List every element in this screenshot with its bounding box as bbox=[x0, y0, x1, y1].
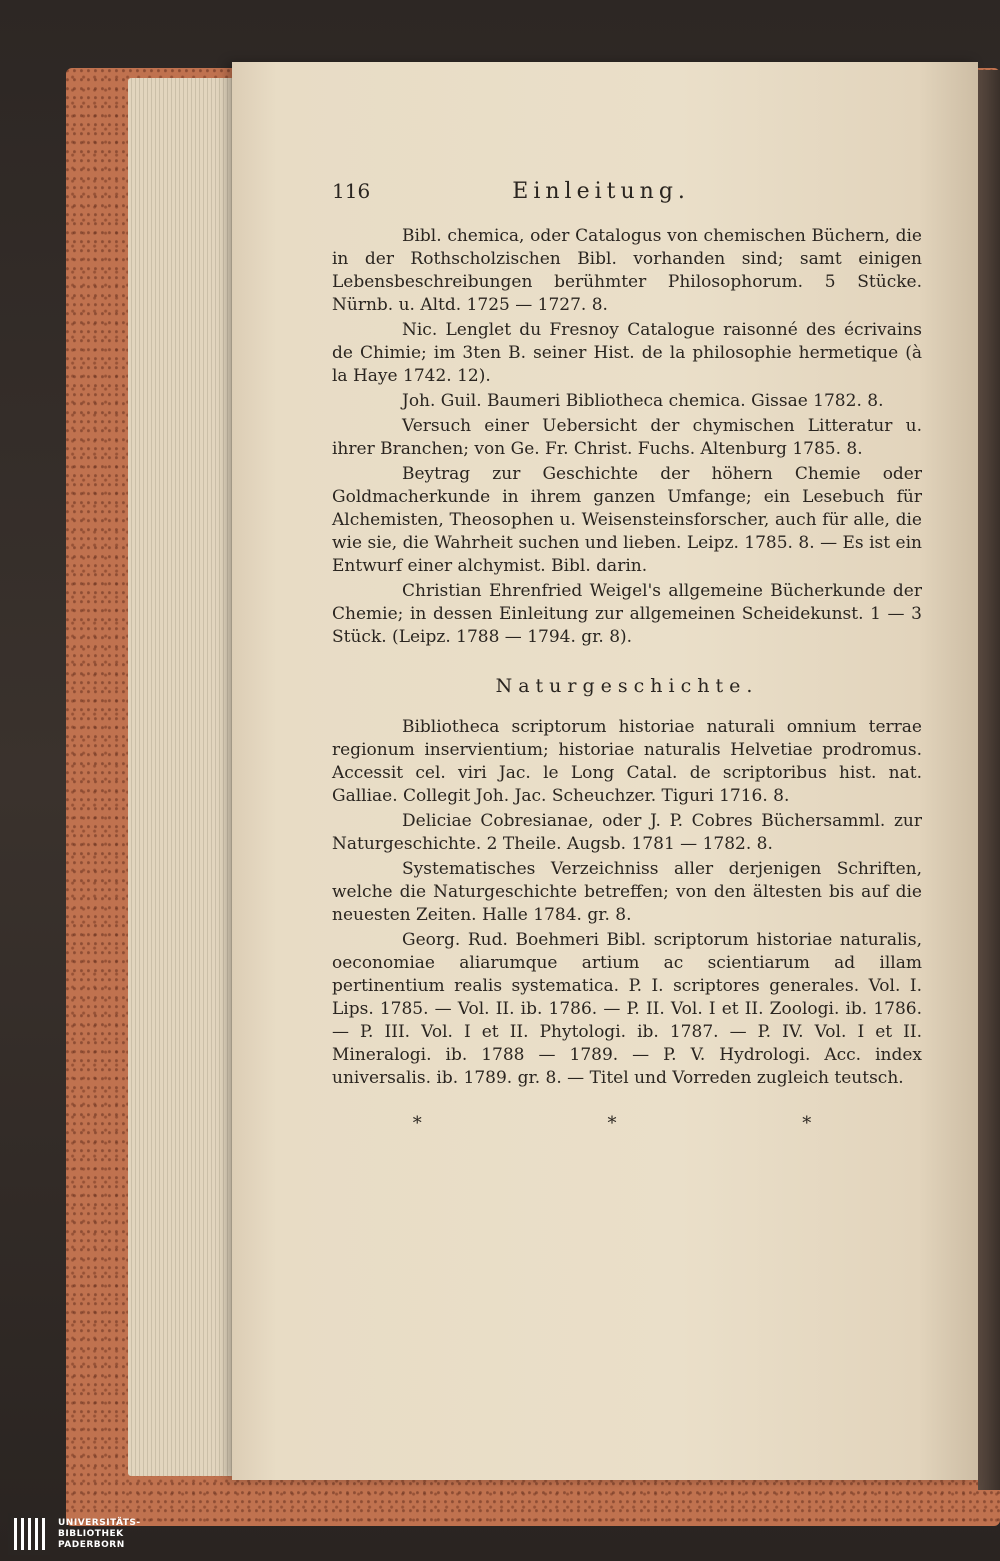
bibliography-entry: Nic. Lenglet du Fresnoy Catalogue raisonné des écrivains de Chimie; im 3ten B. seiner Hist. de la philosophie hermetique (à la Haye 1742. 12). bbox=[332, 320, 922, 386]
bibliography-entry: Beytrag zur Geschichte der höhern Chemie oder Goldmacherkunde in ihrem ganzen Umfange; ein Lesebuch für Alchemisten, Theosophen u. Weisensteinsforscher, auch für alle, die wie sie, die Wahrheit suchen und lieben. Leipz. 1785. 8. — Es ist ein Entwurf einer alchymist. Bibl. darin. bbox=[332, 464, 922, 576]
page-text bbox=[332, 180, 922, 1135]
facing-page-edge bbox=[978, 70, 1000, 1490]
bibliography-entry: Joh. Guil. Baumeri Bibliotheca chemica. Gissae 1782. 8. bbox=[402, 391, 884, 411]
library-columns-icon bbox=[8, 1513, 50, 1555]
bibliography-entry: Christian Ehrenfried Weigel's allgemeine Bücherkunde der Chemie; in dessen Einleitung zur allgemeinen Scheidekunst. 1 — 3 Stück. (Leipz. 1788 — 1794. gr. 8). bbox=[332, 581, 922, 647]
bibliography-entry: Georg. Rud. Boehmeri Bibl. scriptorum historiae naturalis, oeconomiae aliarumque artium ac scientiarum ad illam pertinentium realis systematica. P. I. scriptores generales. Vol. I. Lips. 1785. — Vol. II. ib. 1786. — P. II. Vol. I et II. Zoologi. ib. 1786. — P. III. Vol. I et II. Phytologi. ib. 1787. — P. IV. Vol. I et II. Mineralogi. ib. 1788 — 1789. — P. V. Hydrologi. Acc. index universalis. ib. 1789. gr. 8. — Titel und Vorreden zugleich teutsch. bbox=[332, 930, 922, 1088]
page-header bbox=[332, 180, 922, 203]
section-heading: Naturgeschichte. bbox=[495, 675, 759, 697]
bibliography-entry: Deliciae Cobresianae, oder J. P. Cobres Büchersamml. zur Naturgeschichte. 2 Theile. Augsb. 1781 — 1782. 8. bbox=[332, 811, 922, 854]
running-title: Einleitung. bbox=[512, 179, 690, 204]
bibliography-entry: Systematisches Verzeichniss aller derjenigen Schriften, welche die Naturgeschichte betreffen; von den ältesten bis auf die neuesten Zeiten. Halle 1784. gr. 8. bbox=[332, 859, 922, 925]
page-number: 116 bbox=[332, 179, 371, 203]
bibliography-entry: Bibliotheca scriptorum historiae naturali omnium terrae regionum inservientium; historiae naturalis Helvetiae prodromus. Accessit cel. viri Jac. le Long Catal. de scriptoribus hist. nat. Galliae. Collegit Joh. Jac. Scheuchzer. Tiguri 1716. 8. bbox=[332, 717, 922, 806]
ornament-asterisks: * * * bbox=[412, 1113, 902, 1134]
bibliography-entry: Bibl. chemica, oder Catalogus von chemischen Büchern, die in der Rothscholzischen Bibl. vorhanden sind; samt einigen Lebensbeschreibungen berühmter Philosophorum. 5 Stücke. Nürnb. u. Altd. 1725 — 1727. 8. bbox=[332, 226, 922, 315]
library-logo bbox=[8, 1513, 141, 1555]
library-name: UNIVERSITÄTS- BIBLIOTHEK PADERBORN bbox=[58, 1517, 141, 1550]
bibliography-entry: Versuch einer Uebersicht der chymischen Litteratur u. ihrer Branchen; von Ge. Fr. Christ. Fuchs. Altenburg 1785. 8. bbox=[332, 416, 922, 459]
